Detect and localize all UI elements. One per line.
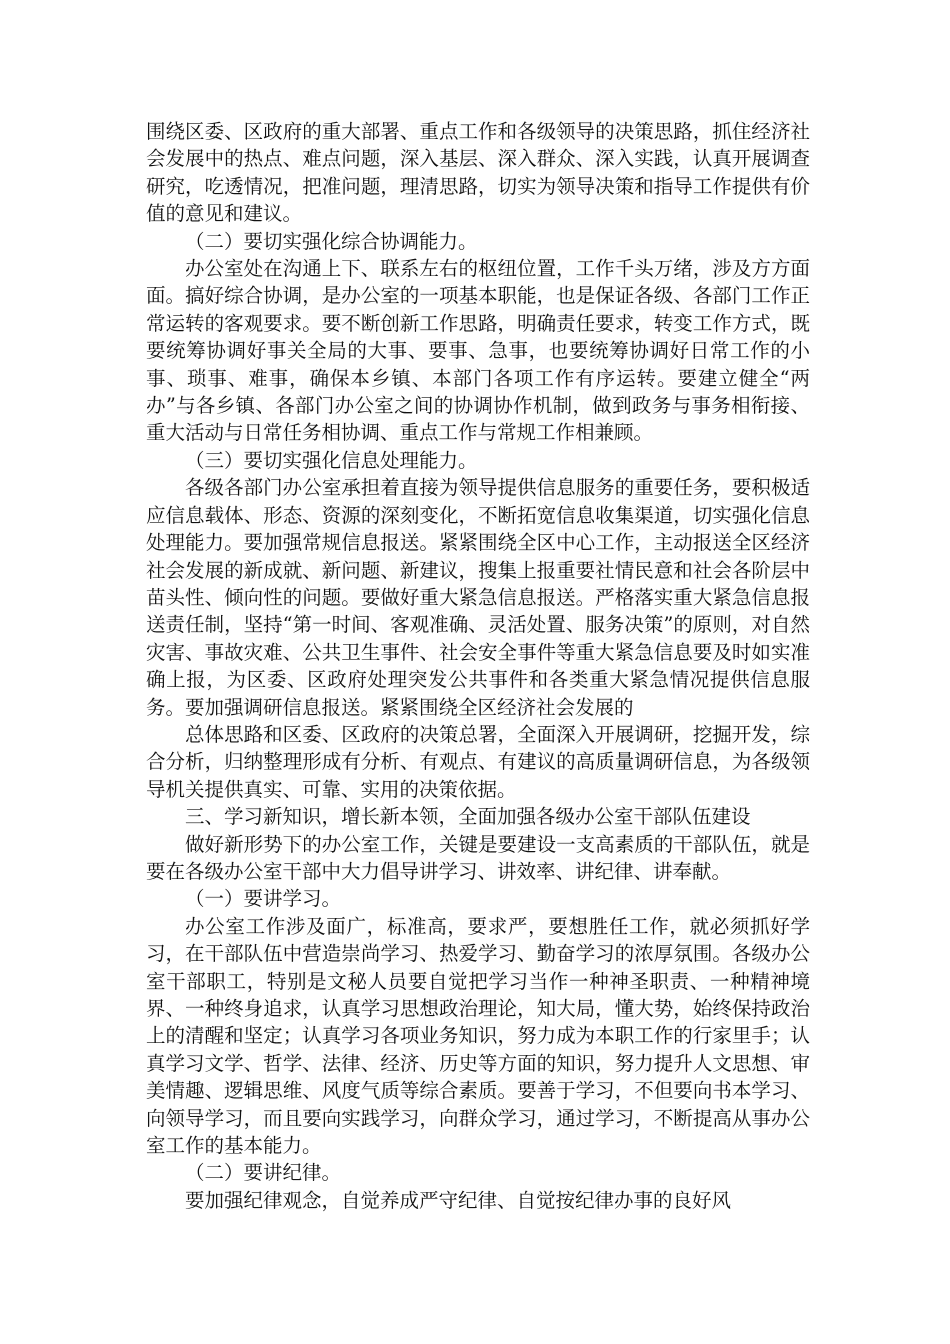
- subheading-11: （二）要讲纪律。: [185, 1161, 342, 1185]
- subheading-4: （三）要切实强化信息处理能力。: [185, 448, 478, 472]
- paragraph-8: 做好新形势下的办公室工作，关键是要建设一支高素质的干部队伍，就是要在各级办公室干部中大力倡导讲学习、讲效率、讲纪律、讲奉献。: [146, 832, 810, 883]
- subheading-9: （一）要讲学习。: [185, 887, 342, 911]
- paragraph-1: 围绕区委、区政府的重大部署、重点工作和各级领导的决策思路，抓住经济社会发展中的热点、难点问题，深入基层、深入群众、深入实践，认真开展调查研究，吃透情况，把准问题，理清思路，切实为领导决策和指导工作提供有价值的意见和建议。: [146, 120, 810, 226]
- paragraph-12: 要加强纪律观念，自觉养成严守纪律、自觉按纪律办事的良好风: [185, 1188, 732, 1212]
- paragraph-6: 总体思路和区委、区政府的决策总署，全面深入开展调研，挖掘开发，综合分析，归纳整理形成有分析、有观点、有建议的高质量调研信息，为各级领导机关提供真实、可靠、实用的决策依据。: [146, 722, 810, 801]
- paragraph-5: 各级各部门办公室承担着直接为领导提供信息服务的重要任务，要积极适应信息载体、形态、资源的深刻变化，不断拓宽信息收集渠道，切实强化信息处理能力。要加强常规信息报送。紧紧围绕全区中心工作，主动报送全区经济社会发展的新成就、新问题、新建议，搜集上报重要社情民意和社会各阶层中苗头性、倾向性的问题。要做好重大紧急信息报送。严格落实重大紧急信息报送责任制，坚持“第一时间、客观准确、灵活处置、服务决策”的原则，对自然灾害、事故灾难、公共卫生事件、社会安全事件等重大紧急信息要及时如实准确上报，为区委、区政府处理突发公共事件和各类重大紧急情况提供信息服务。要加强调研信息报送。紧紧围绕全区经济社会发展的: [146, 476, 810, 719]
- subheading-2: （二）要切实强化综合协调能力。: [185, 229, 478, 253]
- paragraph-3: 办公室处在沟通上下、联系左右的枢纽位置，工作千头万绪，涉及方方面面。搞好综合协调，是办公室的一项基本职能，也是保证各级、各部门工作正常运转的客观要求。要不断创新工作思路，明确责任要求，转变工作方式，既要统筹协调好事关全局的大事、要事、急事，也要统筹协调好日常工作的小事、琐事、难事，确保本乡镇、本部门各项工作有序运转。要建立健全“两办”与各乡镇、各部门办公室之间的协调协作机制，做到政务与事务相衔接、重大活动与日常任务相协调、重点工作与常规工作相兼顾。: [146, 257, 810, 445]
- paragraph-10: 办公室工作涉及面广，标准高，要求严，要想胜任工作，就必须抓好学习，在干部队伍中营造崇尚学习、热爱学习、勤奋学习的浓厚氛围。各级办公室干部职工，特别是文秘人员要自觉把学习当作一种神圣职责、一种精神境界、一种终身追求，认真学习思想政治理论，知大局，懂大势，始终保持政治上的清醒和坚定；认真学习各项业务知识，努力成为本职工作的行家里手；认真学习文学、哲学、法律、经济、历史等方面的知识，努力提升人文思想、审美情趣、逻辑思维、风度气质等综合素质。要善于学习，不但要向书本学习、向领导学习，而且要向实践学习，向群众学习，通过学习，不断提高从事办公室工作的基本能力。: [146, 914, 810, 1158]
- body-text: [146, 118, 810, 1214]
- section-heading-3: 三、学习新知识，增长新本领，全面加强各级办公室干部队伍建设: [185, 805, 751, 829]
